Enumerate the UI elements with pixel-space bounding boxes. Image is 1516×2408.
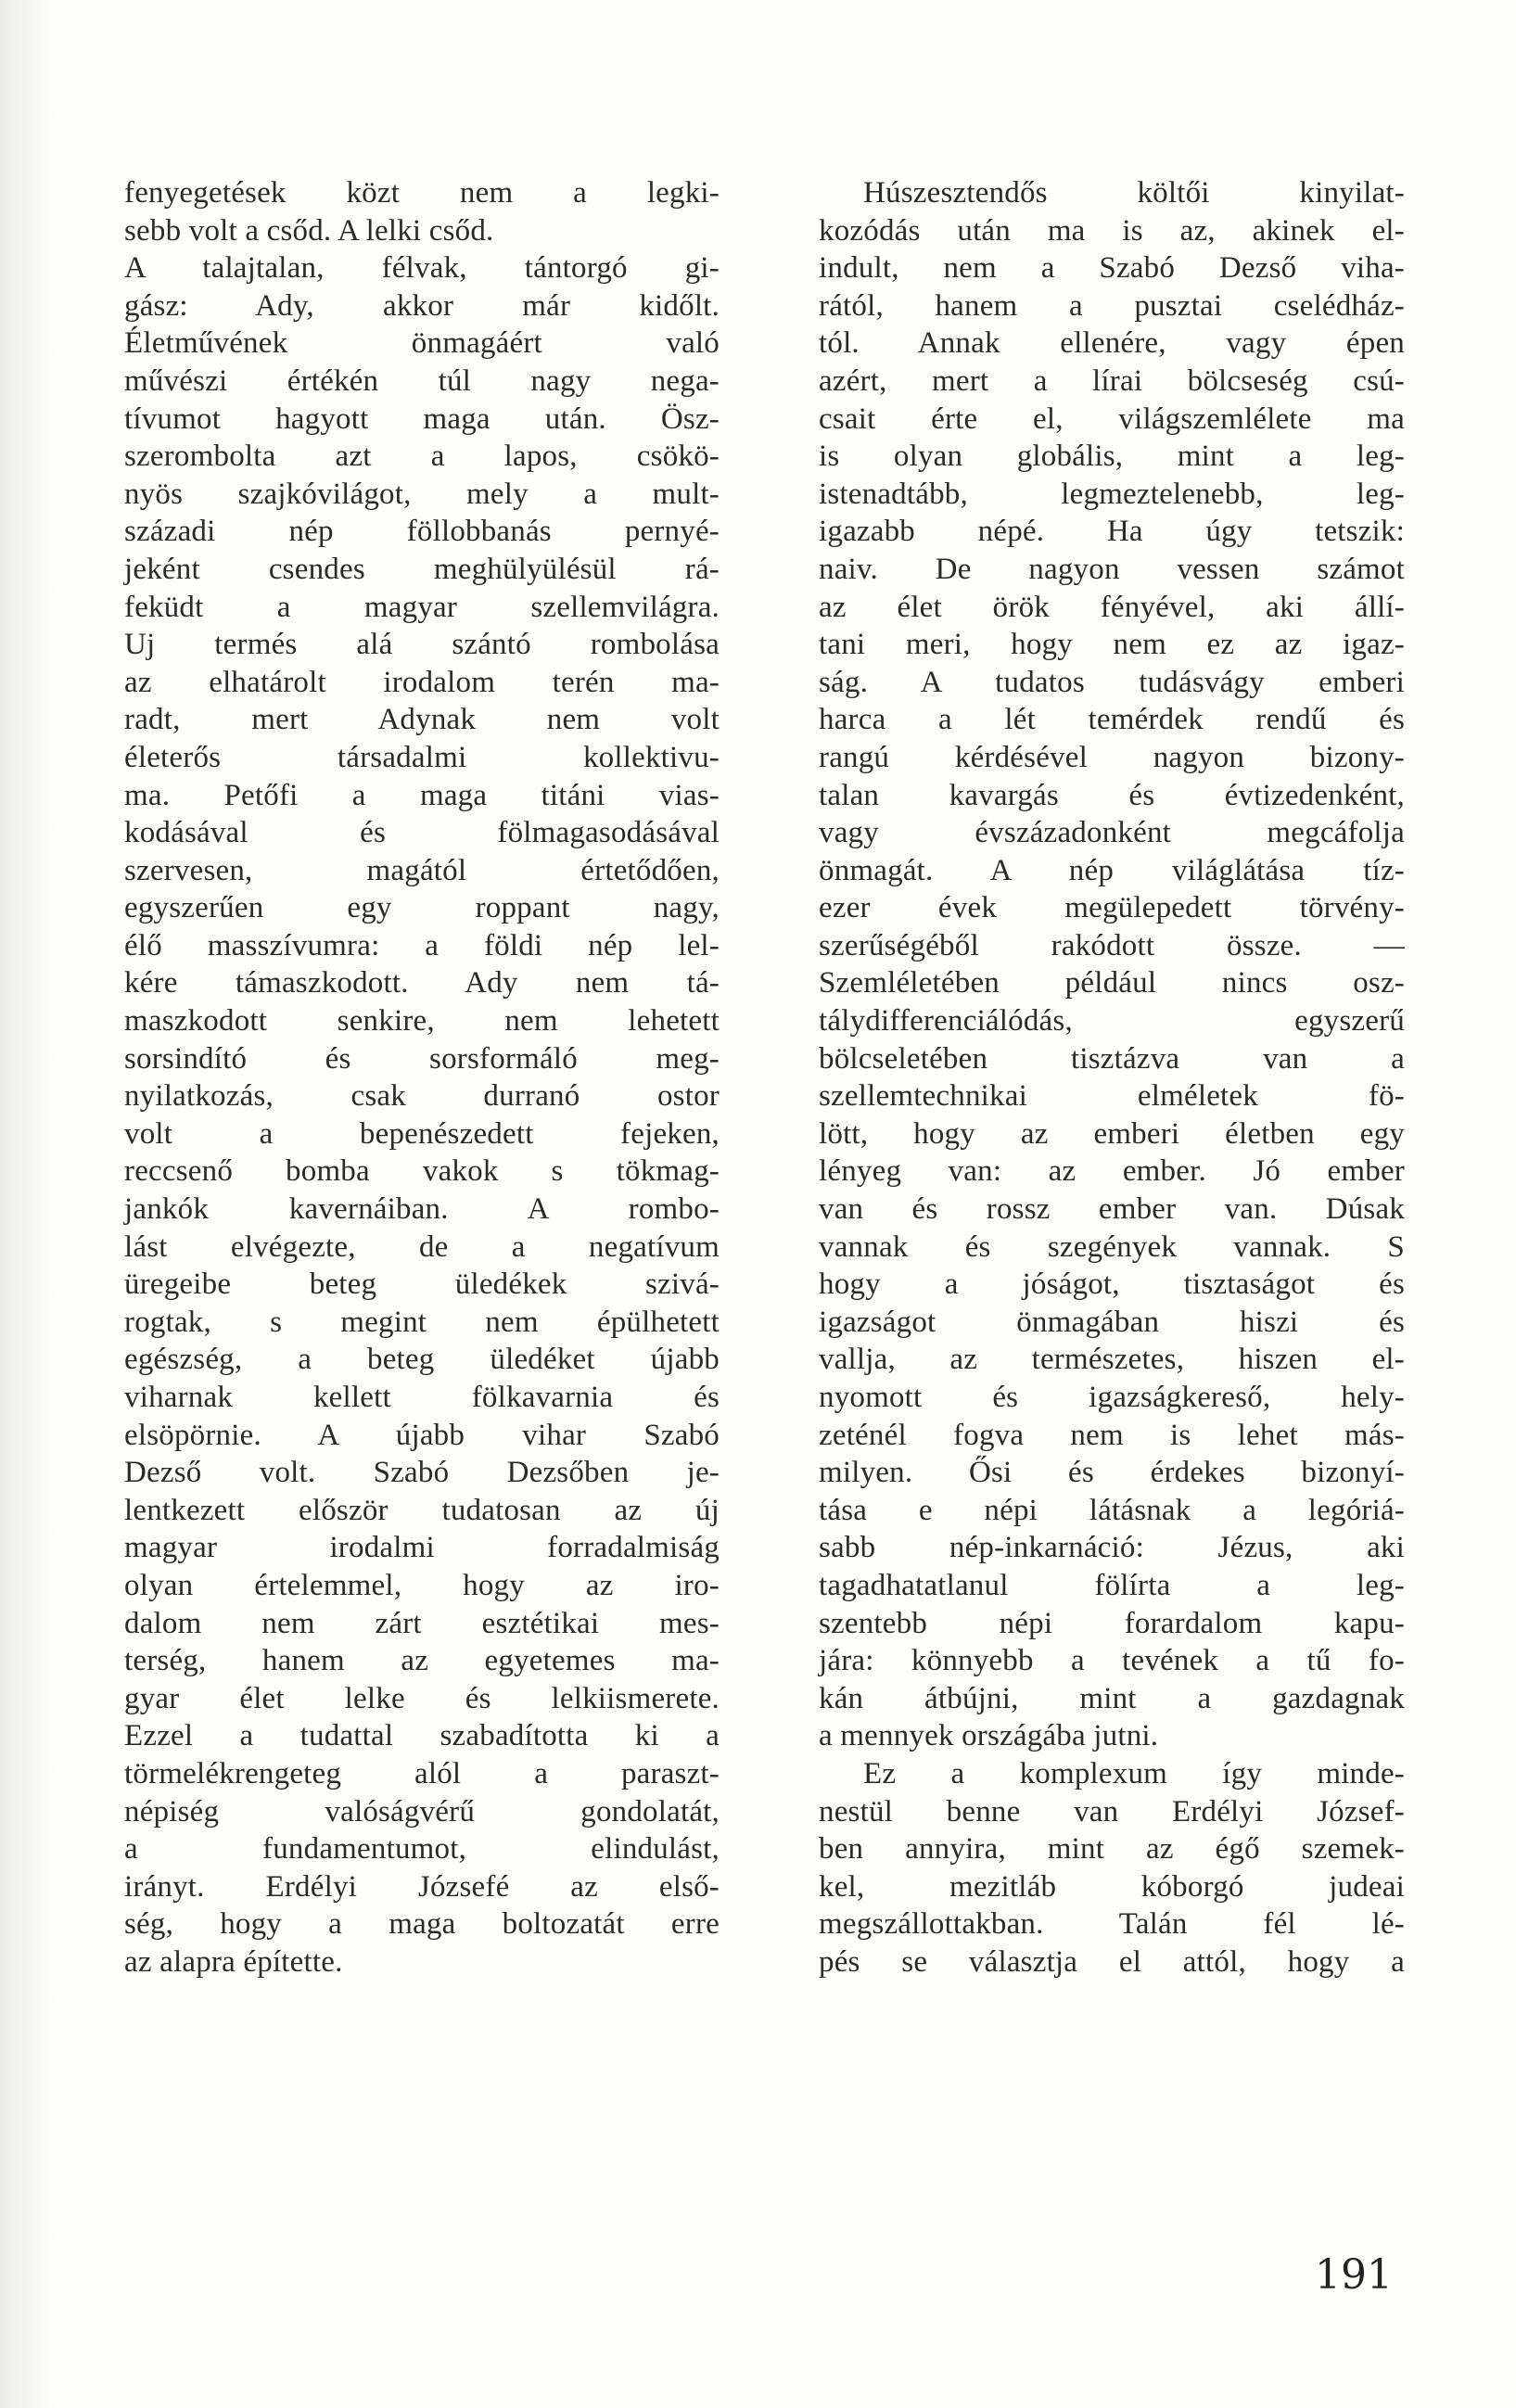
text-line: talan kavargás és évtizedenként, [819,778,1405,812]
text-line: tívumot hagyott maga után. Ösz- [124,401,720,436]
text-line: Húszesztendős költői kinyilat- [863,176,1405,210]
text-line: nyilatkozás, csak durranó ostor [124,1079,720,1114]
text-line: viharnak kellett fölkavarnia és [124,1381,720,1414]
text-line: a mennyek országába jutni. [819,1719,1159,1753]
text-line: egyszerűen egy roppant nagy, [124,891,720,925]
text-line: lást elvégezte, de a negatívum [124,1229,720,1264]
text-line: magyar irodalmi forradalmiság [124,1531,720,1565]
text-line: is olyan globális, mint a leg- [819,440,1405,474]
text-line: dalom nem zárt esztétikai mes- [124,1606,720,1640]
text-line: igazságot önmagában hiszi és [819,1305,1405,1339]
text-line: radt, mert Adynak nem volt [124,703,720,737]
text-line: szerombolta azt a lapos, csökö- [124,440,720,474]
text-line: kére támaszkodott. Ady nem tá- [124,966,720,1000]
text-line: kán átbújni, mint a gazdagnak [819,1681,1405,1715]
text-line: nyös szajkóvilágot, mely a mult- [124,477,720,511]
text-line: a fundamentumot, elindulást, [124,1832,720,1867]
text-line: sebb volt a csőd. A lelki csőd. [124,213,494,248]
text-line: nyomott és igazságkereső, hely- [819,1381,1405,1414]
text-line: kozódás után ma is az, akinek el- [819,213,1405,248]
text-line: azért, mert a lírai bölcseség csú- [819,363,1405,398]
text-line: életerős társadalmi kollektivu- [124,740,720,774]
text-line: egészség, a beteg üledéket újabb [124,1343,720,1377]
text-line: elsöpörnie. A újabb vihar Szabó [124,1418,720,1452]
text-line: feküdt a magyar szellemvilágra. [124,590,720,624]
text-line: az élet örök fényével, aki állí- [819,590,1405,624]
text-line: élő masszívumra: a földi nép lel- [124,928,720,962]
text-line: művészi értékén túl nagy nega- [124,363,720,398]
text-line: rogtak, s megint nem épülhetett [124,1305,720,1339]
text-line: Életművének önmagáért való [124,326,720,361]
text-line: olyan értelemmel, hogy az iro- [124,1568,720,1602]
text-line: sorsindító és sorsformáló meg- [124,1041,720,1076]
text-line: önmagát. A nép világlátása tíz- [819,853,1405,887]
text-line: ben annyira, mint az égő szemek- [819,1832,1405,1867]
page-edge-shadow [0,0,56,2408]
text-line: A talajtalan, félvak, tántorgó gi- [124,251,720,286]
text-line: lényeg van: az ember. Jó ember [819,1154,1405,1189]
text-line: századi nép föllobbanás pernyé- [124,515,720,549]
text-line: vallja, az természetes, hiszen el- [819,1343,1405,1377]
text-line: indult, nem a Szabó Dezső viha- [819,251,1405,286]
text-line: ség, hogy a maga boltozatát erre [124,1907,720,1942]
text-line: ezer évek megülepedett törvény- [819,891,1405,925]
text-line: Szemléletében például nincs osz- [819,966,1405,1000]
text-line: naiv. De nagyon vessen számot [819,552,1405,586]
text-line: gyar élet lelke és lelkiismerete. [124,1681,720,1715]
text-line: bölcseletében tisztázva van a [819,1041,1405,1076]
text-line: ság. A tudatos tudásvágy emberi [819,665,1405,699]
text-line: lött, hogy az emberi életben egy [819,1116,1405,1151]
text-line: van és rossz ember van. Dúsak [819,1192,1405,1227]
text-line: az alapra építette. [124,1944,343,1979]
page-number: 191 [1315,2251,1393,2299]
text-line: tálydifferenciálódás, egyszerű [819,1004,1405,1038]
text-line: Dezső volt. Szabó Dezsőben je- [124,1456,720,1490]
text-line: reccsenő bomba vakok s tökmag- [124,1154,720,1189]
text-line: szervesen, magától értetődően, [124,853,720,887]
text-line: hogy a jóságot, tisztaságot és [819,1268,1405,1302]
left-text-column [124,174,720,1981]
text-line: nestül benne van Erdélyi József- [819,1794,1405,1828]
text-line: irányt. Erdélyi Józsefé az első- [124,1869,720,1904]
text-line: tása e népi látásnak a legóriá- [819,1493,1405,1527]
text-line: pés se választja el attól, hogy a [819,1944,1405,1979]
text-line: népiség valóságvérű gondolatát, [124,1794,720,1828]
text-line: szellemtechnikai elméletek fö- [819,1079,1405,1114]
text-line: fenyegetések közt nem a legki- [124,176,720,210]
text-line: tól. Annak ellenére, vagy épen [819,326,1405,361]
text-line: Ez a komplexum így minde- [863,1756,1405,1790]
text-line: ma. Petőfi a maga titáni vias- [124,778,720,812]
text-line: az elhatárolt irodalom terén ma- [124,665,720,699]
text-line: kodásával és fölmagasodásával [124,816,720,850]
text-line: törmelékrengeteg alól a paraszt- [124,1756,720,1790]
text-line: csait érte el, világszemlélete ma [819,401,1405,436]
text-line: maszkodott senkire, nem lehetett [124,1004,720,1038]
text-line: tani meri, hogy nem ez az igaz- [819,628,1405,662]
text-line: jára: könnyebb a tevének a tű fo- [819,1644,1405,1678]
text-line: volt a bepenészedett fejeken, [124,1116,720,1151]
text-line: istenadtább, legmeztelenebb, leg- [819,477,1405,511]
text-line: jeként csendes meghülyülésül rá- [124,552,720,586]
text-line: üregeibe beteg üledékek szivá- [124,1268,720,1302]
text-line: milyen. Ősi és érdekes bizonyí- [819,1456,1405,1490]
text-line: terség, hanem az egyetemes ma- [124,1644,720,1678]
text-line: lentkezett először tudatosan az új [124,1493,720,1527]
text-line: igazabb népé. Ha úgy tetszik: [819,515,1405,549]
text-line: jankók kavernáiban. A rombo- [124,1192,720,1227]
text-line: rangú kérdésével nagyon bizony- [819,740,1405,774]
text-line: kel, mezitláb kóborgó judeai [819,1869,1405,1904]
text-line: gász: Ady, akkor már kidőlt. [124,288,720,323]
text-line: sabb nép-inkarnáció: Jézus, aki [819,1531,1405,1565]
text-line: vagy évszázadonként megcáfolja [819,816,1405,850]
text-line: tagadhatatlanul fölírta a leg- [819,1568,1405,1602]
text-line: megszállottakban. Talán fél lé- [819,1907,1405,1942]
text-line: Ezzel a tudattal szabadította ki a [124,1719,720,1753]
text-line: zeténél fogva nem is lehet más- [819,1418,1405,1452]
text-line: rától, hanem a pusztai cselédház- [819,288,1405,323]
right-text-column [819,174,1405,1981]
text-line: vannak és szegények vannak. S [819,1229,1405,1264]
text-line: Uj termés alá szántó rombolása [124,628,720,662]
text-line: szentebb népi forardalom kapu- [819,1606,1405,1640]
text-line: szerűségéből rakódott össze. — [819,928,1405,962]
text-line: harca a lét temérdek rendű és [819,703,1405,737]
